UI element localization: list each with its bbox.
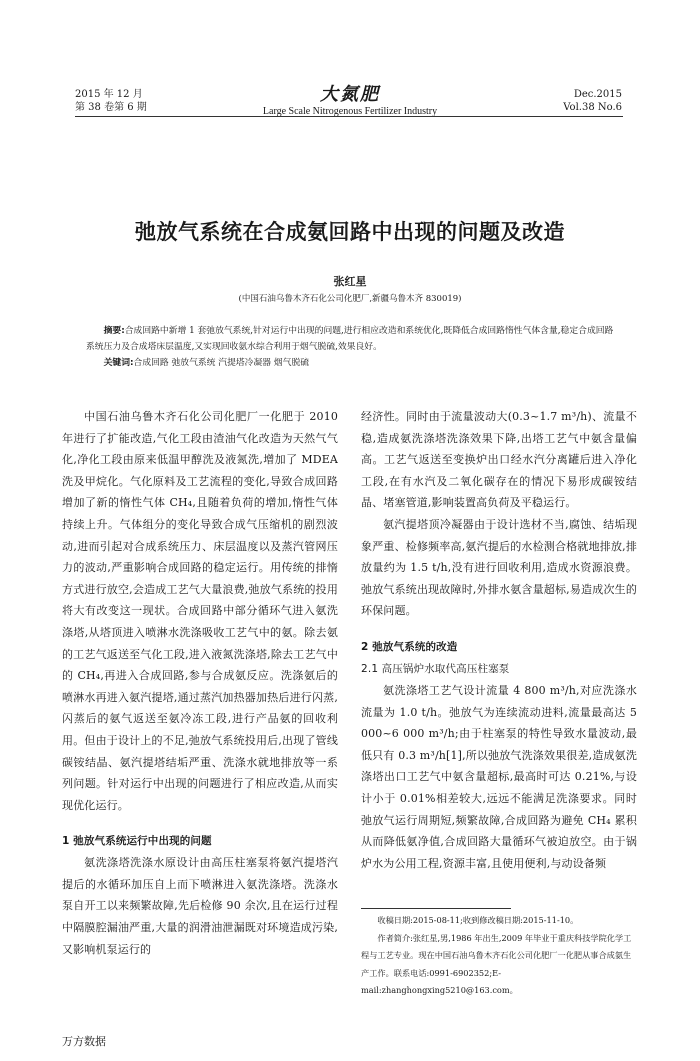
- header-date-en: Dec.2015: [573, 89, 622, 100]
- author-name: 张红星: [333, 275, 367, 288]
- header-date-cn: 2015 年 12 月: [75, 89, 143, 100]
- footnote-author-bio: 作者简介:张红星,男,1986 年出生,2009 年毕业于重庆科技学院化学工程与工艺专业。现在中国石油乌鲁木齐石化公司化肥厂一化肥从事合成氨生产工作。联系电话:0991-6902352;E-mail:zhanghongxing5210@163.com。: [361, 932, 632, 995]
- watermark-text: 万方数据: [62, 1035, 106, 1048]
- abstract-block: [86, 323, 614, 371]
- header-left: [75, 88, 147, 114]
- author-affiliation: (中国石油乌鲁木齐石化公司化肥厂,新疆乌鲁木齐 830019): [238, 294, 462, 304]
- keywords-label: 关键词:: [103, 358, 134, 368]
- header-center: [240, 80, 460, 117]
- left-column: [62, 406, 338, 960]
- footnote-rule: [361, 908, 511, 909]
- header-volume-cn: 第 38 卷第 6 期: [75, 102, 147, 113]
- footnote-block: [361, 912, 637, 1000]
- section-2-1-paragraph: 氨洗涤塔工艺气设计流量 4 800 m³/h,对应洗涤水流量为 1.0 t/h。弛放气为连续流动进料,流量最高达 5 000~6 000 m³/h;由于柱塞泵的特性导致水量波动,最低只有 0.3 m³/h[1],所以弛放气洗涤效果很差,造成氨洗涤塔出口工艺气中氨含量超标,最高时可达 0.21%,与设计小于 0.01%相差较大,远远不能满足洗涤要求。同时弛放气运行周期短,频繁故障,合成回路为避免 CH₄ 累积从而降低氨净值,合成回路大量循环气被迫放空。由于锅炉水为公用工程,资源丰富,且使用便利,与动设备频: [361, 683, 637, 870]
- intro-paragraph: 中国石油乌鲁木齐石化公司化肥厂一化肥于 2010 年进行了扩能改造,气化工段由渣油气化改造为天然气气化,净化工段由原来低温甲醇洗及液氮洗,增加了 MDEA 洗及甲烷化。气化原料及工艺流程的变化,导致合成回路增加了新的惰性气体 CH₄,且随着负荷的增加,惰性气体持续上升。气体组分的变化导致合成气压缩机的剧烈波动,进而引起对合成系统压力、床层温度以及蒸汽管网压力的波动,严重影响合成回路的稳定运行。用传统的排惰方式进行放空,会造成工艺气大量浪费,弛放气系统的投用将大有改变这一现状。合成回路中部分循环气进入氨洗涤塔,从塔顶进入喷淋水洗涤吸收工艺气中的氨。除去氨的工艺气返送至气化工段,进入液氮洗涤塔,除去工艺气中的 CH₄,再进入合成回路,参与合成氨反应。洗涤氨后的喷淋水再进入氨汽提塔,通过蒸汽加热器加热后进行闪蒸,闪蒸后的氨气返送至氨冷冻工段,进行产品氨的回收利用。但由于设计上的不足,弛放气系统投用后,出现了管线碳铵结晶、氨汽提塔结垢严重、洗涤水就地排放等一系列问题。针对运行中出现的问题进行了相应改造,从而实现优化运行。: [62, 410, 338, 812]
- section-2-heading: 2 弛放气系统的改造: [361, 640, 458, 653]
- section-1-paragraph: 氨洗涤塔洗涤水原设计由高压柱塞泵将氨汽提塔汽提后的水循环加压自上而下喷淋进入氨洗涤塔。洗涤水泵自开工以来频繁故障,先后检修 90 余次,且在运行过程中隔膜腔漏油严重,大量的润滑油泄漏既对环境造成污染,又影响机泵运行的: [62, 856, 338, 956]
- right-paragraph-1: 经济性。同时由于流量波动大(0.3~1.7 m³/h)、流量不稳,造成氨洗涤塔洗涤效果下降,出塔工艺气中氨含量偏高。工艺气返送至变换炉出口经水汽分离罐后进入净化工段,在有水汽及二氧化碳存在的情况下易形成碳铵结晶、堵塞管道,影响装置高负荷及平稳运行。: [361, 410, 637, 510]
- section-2-1-heading: 2.1 高压锅炉水取代高压柱塞泵: [361, 662, 510, 675]
- paper-title: 弛放气系统在合成氨回路中出现的问题及改造: [135, 220, 565, 244]
- keywords-text: 合成回路 弛放气系统 汽提塔冷凝器 烟气脱硫: [133, 358, 310, 368]
- right-paragraph-2: 氨汽提塔顶冷凝器由于设计选材不当,腐蚀、结垢现象严重、检修频率高,氨汽提后的水检测合格就地排放,排放量约为 1.5 t/h,没有进行回收利用,造成水资源浪费。弛放气系统出现故障时,外排水氨含量超标,易造成次生的环保问题。: [361, 517, 637, 618]
- header-right: [563, 88, 622, 114]
- section-1-heading: 1 弛放气系统运行中出现的问题: [62, 835, 212, 848]
- right-column: [361, 406, 637, 874]
- header-volume-en: Vol.38 No.6: [563, 102, 622, 113]
- abstract-text: 合成回路中新增 1 套弛放气系统,针对运行中出现的问题,进行相应改造和系统优化,既降低合成回路惰性气体含量,稳定合成回路系统压力及合成塔床层温度,又实现回收氨水综合利用于烟气脱硫,效果良好。: [86, 326, 614, 352]
- footnote-received: 收稿日期:2015-08-11;收到修改稿日期:2015-11-10。: [377, 915, 579, 925]
- journal-logo: 大氮肥: [320, 84, 380, 105]
- header-rule: [75, 116, 623, 117]
- abstract-label: 摘要:: [103, 326, 125, 336]
- journal-name-en: Large Scale Nitrogenous Fertilizer Industry: [262, 106, 438, 117]
